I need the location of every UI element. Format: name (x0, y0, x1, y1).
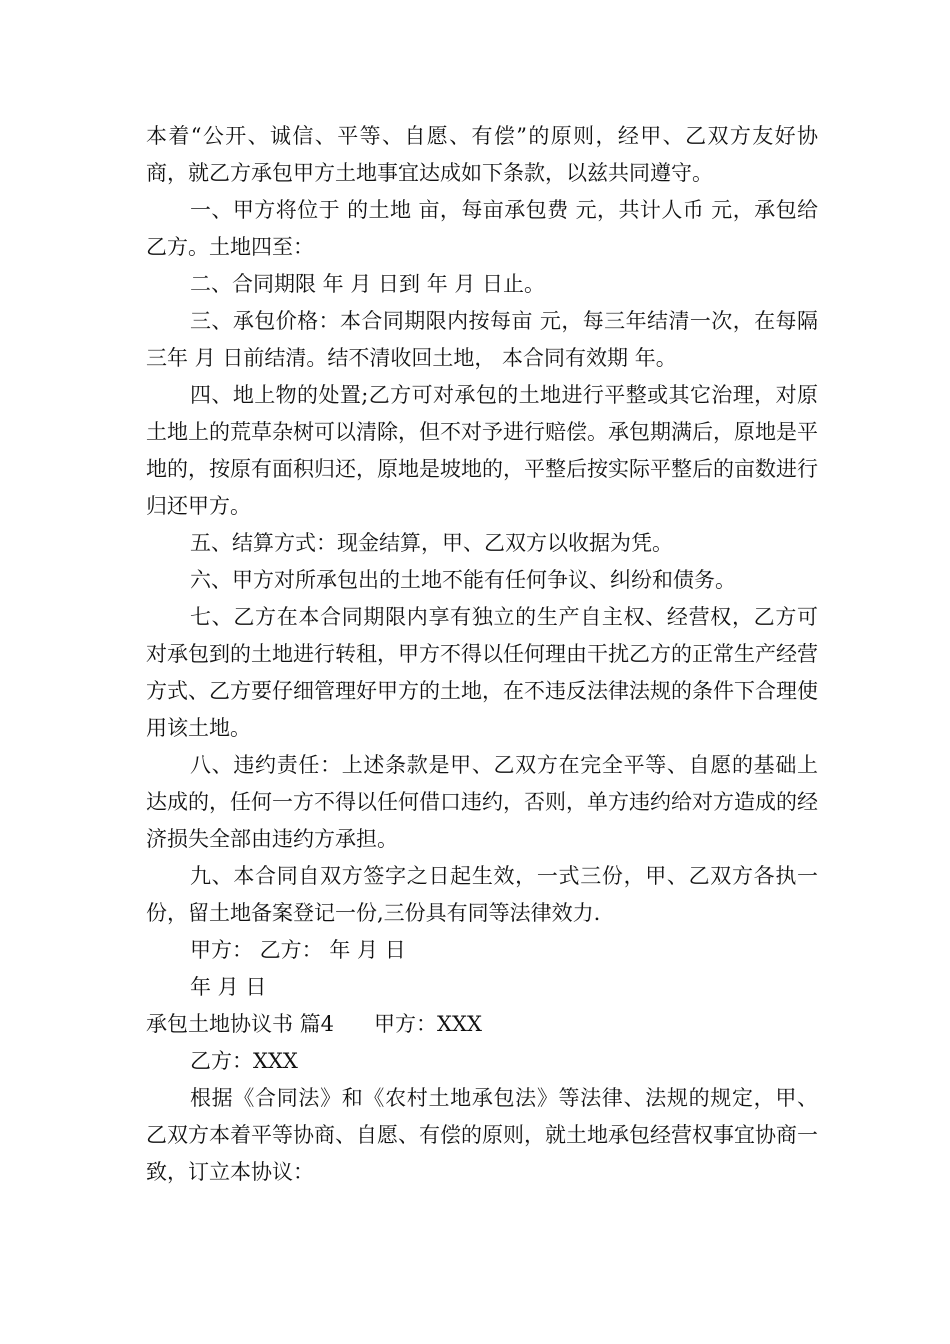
clause-6: 六、甲方对所承包出的土地不能有任何争议、纠纷和债务。 (190, 568, 736, 592)
section-heading (146, 1006, 818, 1043)
clause-3: 三、承包价格：本合同期限内按每亩 元，每三年结清一次，在每隔三年 月 日前结清。结不清收回土地， 本合同有效期 年。 (146, 309, 818, 370)
clause-5: 五、结算方式：现金结算，甲、乙双方以收据为凭。 (190, 531, 673, 555)
clause-8: 八、违约责任：上述条款是甲、乙双方在完全平等、自愿的基础上达成的，任何一方不得以任何借口违约，否则，单方违约给对方造成的经济损失全部由违约方承担。 (146, 753, 818, 851)
clause-7: 七、乙方在本合同期限内享有独立的生产自主权、经营权，乙方可对承包到的土地进行转租，甲方不得以任何理由干扰乙方的正常生产经营方式、乙方要仔细管理好甲方的土地，在不违反法律法规的条件下合理使用该土地。 (146, 605, 818, 740)
section-title: 承包土地协议书 篇4 (146, 1012, 335, 1036)
clause-4: 四、地上物的处置;乙方可对承包的土地进行平整或其它治理，对原土地上的荒草杂树可以清除，但不对予进行赔偿。承包期满后，原地是平地的，按原有面积归还，原地是坡地的，平整后按实际平整后的亩数进行归还甲方。 (146, 383, 818, 518)
party-a-line: 甲方：XXX (374, 1012, 482, 1036)
paragraph-intro: 本着“公开、诚信、平等、自愿、有偿”的原则，经甲、乙双方友好协商，就乙方承包甲方土地事宜达成如下条款，以兹共同遵守。 (146, 124, 818, 185)
clause-1: 一、甲方将位于 的土地 亩，每亩承包费 元，共计人币 元，承包给乙方。土地四至： (146, 198, 818, 259)
date-line: 年 月 日 (190, 975, 267, 999)
preamble-paragraph: 根据《合同法》和《农村土地承包法》等法律、法规的规定，甲、乙双方本着平等协商、自愿、有偿的原则，就土地承包经营权事宜协商一致，订立本协议： (146, 1086, 818, 1184)
signature-line: 甲方： 乙方： 年 月 日 (190, 938, 406, 962)
clause-2: 二、合同期限 年 月 日到 年 月 日止。 (190, 272, 546, 296)
document-page (146, 118, 818, 1191)
clause-9: 九、本合同自双方签字之日起生效，一式三份，甲、乙双方各执一份，留土地备案登记一份,三份具有同等法律效力. (146, 864, 818, 925)
party-b-line: 乙方：XXX (190, 1049, 298, 1073)
